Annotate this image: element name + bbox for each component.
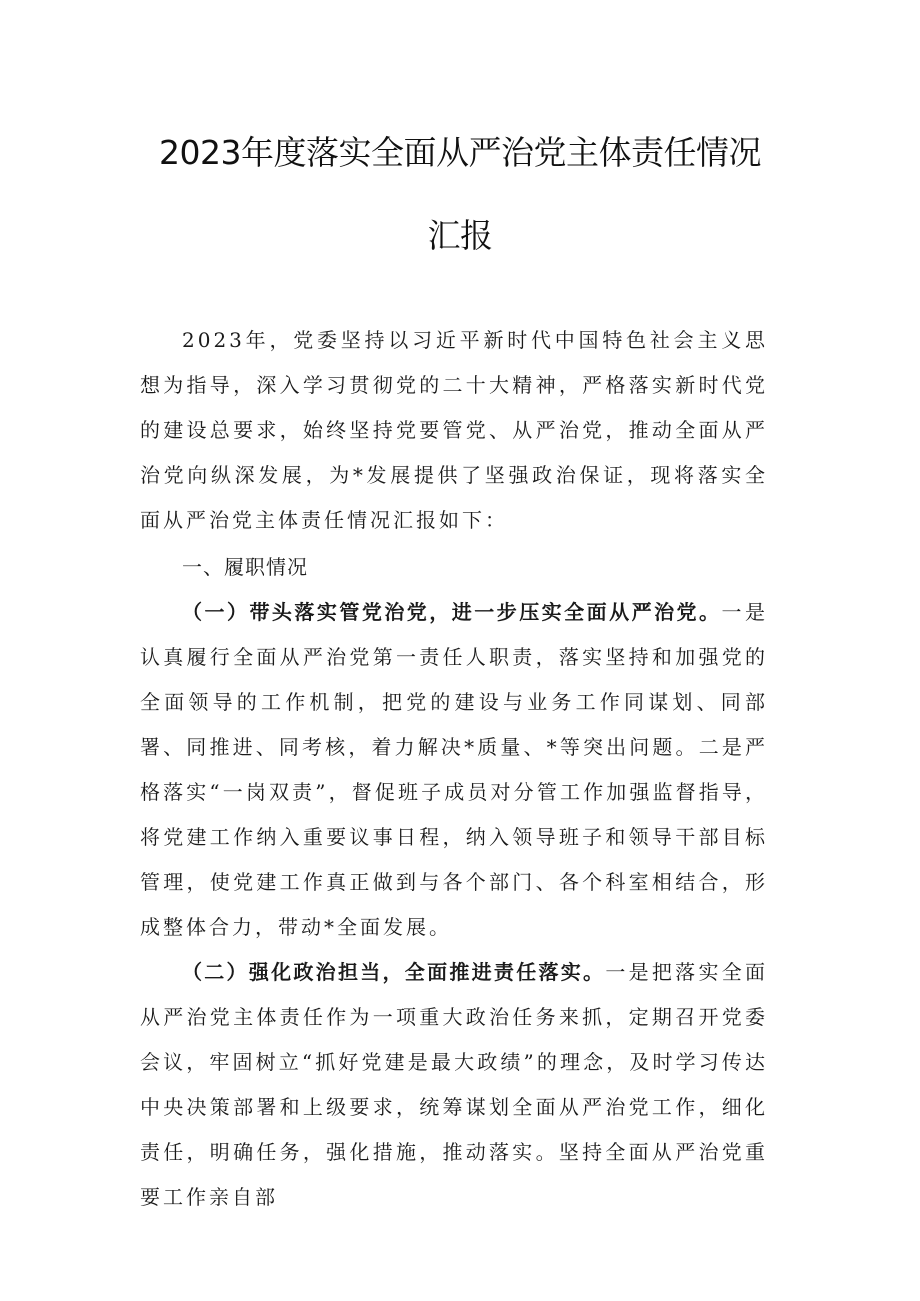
item-1-body: 一是认真履行全面从严治党第一责任人职责，落实坚持和加强党的全面领导的工作机制，把党的建设与业务工作同谋划、同部署、同推进、同考核，着力解决*质量、*等突出问题。二是严格落实“一岗双责”，督促班子成员对分管工作加强监督指导，将党建工作纳入重要议事日程，纳入领导班子和领导干部目标管理，使党建工作真正做到与各个部门、各个科室相结合，形成整体合力，带动*全面发展。 [140,600,769,939]
item-2-body: 一是把落实全面从严治党主体责任作为一项重大政治任务来抓，定期召开党委会议，牢固树立“抓好党建是最大政绩”的理念，及时学习传达中央决策部署和上级要求，统筹谋划全面从严治党工作，细化责任，明确任务，强化措施，推动落实。坚持全面从严治党重要工作亲自部 [140,960,769,1209]
item-2-lead: （二）强化政治担当，全面推进责任落实。 [182,960,606,984]
intro-paragraph: 2023年，党委坚持以习近平新时代中国特色社会主义思想为指导，深入学习贯彻党的二十大精神，严格落实新时代党的建设总要求，始终坚持党要管党、从严治党，推动全面从严治党向纵深发展，为*发展提供了坚强政治保证，现将落实全面从严治党主体责任情况汇报如下： [140,328,768,532]
document-body [140,318,768,1220]
item-1-lead: （一）带头落实管党治党，进一步压实全面从严治党。 [182,600,722,624]
item-2-paragraph [140,950,768,1220]
document-title-line-2: 汇报 [427,216,493,255]
section-heading-1-text: 一、履职情况 [182,555,308,579]
section-heading-1 [140,545,768,590]
document-title-line-1: 2023年度落实全面从严治党主体责任情况 [159,133,761,172]
item-1-paragraph [140,590,768,950]
